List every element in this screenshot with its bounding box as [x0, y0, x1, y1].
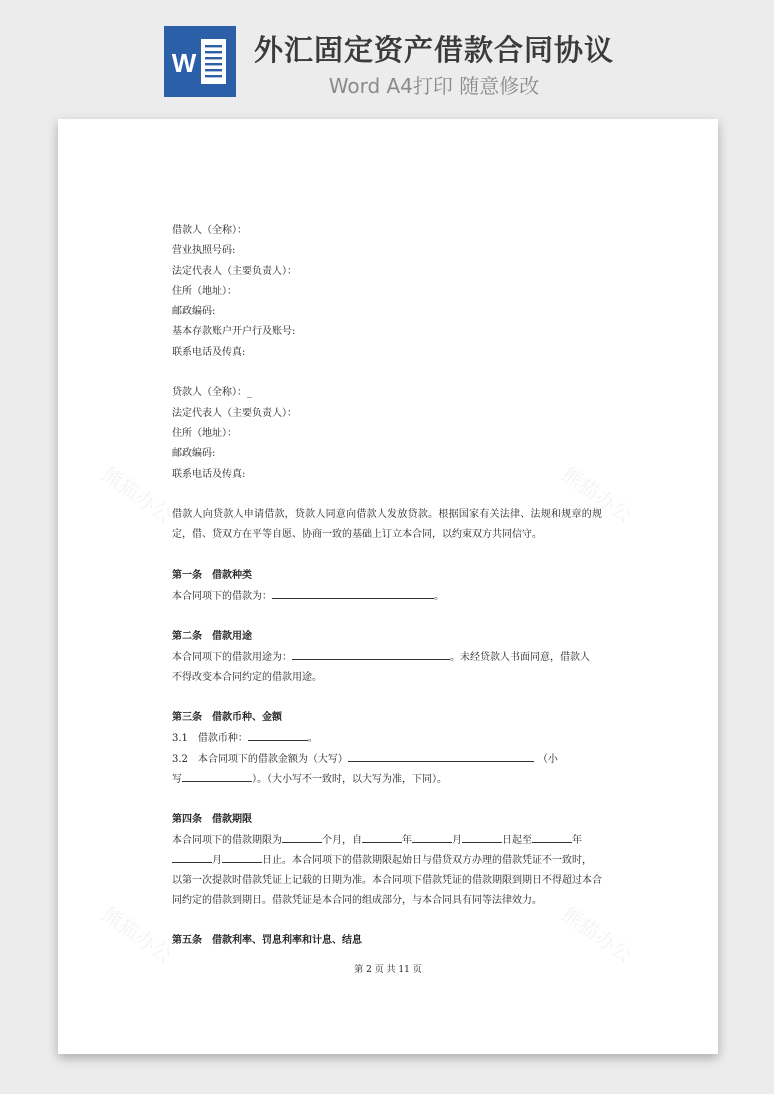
currency-blank	[248, 728, 308, 741]
lender-name-line: 贷款人（全称）：_	[172, 387, 252, 399]
article-2-text: 本合同项下的借款用途为： 。未经贷款人书面同意，借款人	[172, 647, 602, 667]
amount-uppercase-blank	[348, 749, 534, 762]
borrower-phone-line: 联系电话及传真:	[172, 346, 246, 358]
lender-phone-line: 联系电话及传真:	[172, 468, 246, 480]
borrower-license-line: 营业执照号码:	[172, 245, 236, 257]
article-1-text: 本合同项下的借款为： 。	[172, 586, 602, 606]
watermark: 熊猫办公	[97, 901, 177, 968]
article-5-title: 第五条 借款利率、罚息利率和计息、结息	[172, 935, 362, 947]
page-number: 第 2 页 共 11 页	[354, 965, 422, 975]
borrower-postcode-line: 邮政编码:	[172, 306, 216, 318]
page-title: 外汇固定资产借款合同协议	[253, 33, 614, 67]
word-document-icon	[164, 26, 236, 97]
page-subtitle: Word A4打印 随意修改	[328, 74, 540, 98]
word-icon-letter: W	[171, 48, 197, 78]
article-2-text-cont: 不得改变本合同约定的借款用途。	[172, 671, 322, 683]
article-4-paragraph: 以第一次提款时借款凭证上记载的日期为准。本合同项下借款凭证的借款期限到期日不得超过本合同约定的借款到期日。借款凭证是本合同的组成部分，与本合同具有同等法律效力。	[172, 874, 602, 906]
article-4-term-line-2: 月 日止。本合同项下的借款期限起始日与借贷双方办理的借款凭证不一致时，	[172, 850, 602, 870]
article-4-term-line: 本合同项下的借款期限为 个月，自 年 月 日起至 年	[172, 830, 602, 850]
borrower-representative-line: 法定代表人（主要负责人）：	[172, 265, 297, 277]
borrower-name-line: 借款人（全称）：	[172, 225, 247, 236]
lender-address-line: 住所（地址）：	[172, 427, 237, 439]
intro-paragraph: 借款人向贷款人申请借款，贷款人同意向借款人发放贷款。根据国家有关法律、法规和规章的规定，借、贷双方在平等自愿、协商一致的基础上订立本合同，以约束双方共同信守。	[172, 509, 602, 541]
lender-representative-line: 法定代表人（主要负责人）：	[172, 407, 297, 419]
loan-purpose-blank	[292, 647, 450, 660]
loan-type-blank	[272, 586, 434, 599]
article-3-amount: 3.2 本合同项下的借款金额为（大写） （小	[172, 749, 602, 769]
watermark: 熊猫办公	[557, 901, 637, 968]
lender-postcode-line: 邮政编码:	[172, 448, 216, 460]
watermark: 熊猫办公	[557, 461, 637, 528]
header	[0, 0, 774, 110]
amount-lowercase-blank	[182, 769, 252, 782]
document-page	[58, 119, 718, 1054]
article-3-amount-cont: 写 ）。（大小写不一致时，以大写为准，下同）。	[172, 769, 602, 789]
watermark: 熊猫办公	[97, 461, 177, 528]
document-body	[172, 221, 602, 952]
article-2-title: 第二条 借款用途	[172, 630, 252, 642]
article-1-title: 第一条 借款种类	[172, 570, 252, 582]
article-3-title: 第三条 借款币种、金额	[172, 712, 282, 724]
borrower-bank-line: 基本存款账户开户行及账号:	[172, 326, 296, 338]
article-4-title: 第四条 借款期限	[172, 813, 252, 825]
borrower-address-line: 住所（地址）：	[172, 285, 237, 297]
article-3-currency: 3.1 借款币种： 。	[172, 728, 602, 748]
